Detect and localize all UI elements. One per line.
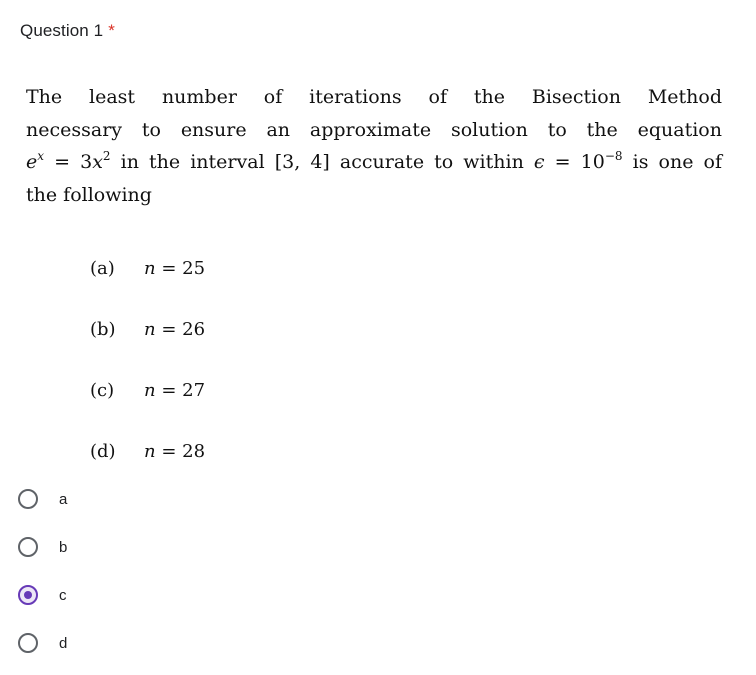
prompt-line-1: The least number of iterations of the Bisection Method xyxy=(26,86,722,108)
choice-number: = 25 xyxy=(155,258,206,279)
radio-button[interactable] xyxy=(18,537,38,557)
equation-tolerance-exponent: −8 xyxy=(604,149,623,163)
radio-button[interactable] xyxy=(18,633,38,653)
choice-number: = 28 xyxy=(155,441,206,462)
choice-number: = 26 xyxy=(155,319,206,340)
choice-value xyxy=(144,380,205,401)
choice-value xyxy=(144,441,205,462)
option-label: d xyxy=(59,634,68,652)
prompt-line-2: necessary to ensure an approximate solution to the equation xyxy=(26,118,722,141)
radio-button[interactable] xyxy=(18,489,38,509)
question-title xyxy=(20,21,115,41)
choice-letter: (d) xyxy=(90,441,116,462)
choice-letter: (b) xyxy=(90,319,116,340)
required-marker: * xyxy=(108,21,115,40)
choice-value xyxy=(144,258,205,279)
choice-variable: n xyxy=(144,380,156,401)
option-label: a xyxy=(59,490,68,508)
prompt-line-4: the following xyxy=(26,183,152,206)
equation-lhs-base: e xyxy=(26,151,38,173)
choice-number: = 27 xyxy=(155,380,206,401)
choice-item xyxy=(90,421,205,482)
equation-equals: = 3 xyxy=(44,151,93,173)
choice-variable: n xyxy=(144,258,156,279)
choice-list xyxy=(90,238,205,482)
radio-button-selected[interactable] xyxy=(18,585,38,605)
equation-rhs-var: x xyxy=(92,151,103,173)
equation-epsilon: ϵ xyxy=(533,151,545,173)
question-prompt xyxy=(26,81,722,211)
option-label: c xyxy=(59,586,67,604)
equation-interval-text: in the interval [3, 4] accurate to within xyxy=(110,151,534,173)
option-label: b xyxy=(59,538,68,556)
equation-lhs-exponent: x xyxy=(37,149,45,163)
choice-variable: n xyxy=(144,319,156,340)
equation-tolerance: = 10 xyxy=(544,151,605,173)
choice-letter: (c) xyxy=(90,380,115,401)
choice-letter: (a) xyxy=(90,258,115,279)
choice-value xyxy=(144,319,205,340)
equation-rhs-exponent: 2 xyxy=(102,149,111,163)
option-b[interactable] xyxy=(18,523,67,571)
equation-suffix: is one of xyxy=(622,151,722,173)
choice-item xyxy=(90,238,205,299)
question-title-text: Question 1 xyxy=(20,21,104,40)
answer-options xyxy=(18,475,67,667)
option-d[interactable] xyxy=(18,619,67,667)
prompt-equation-line xyxy=(26,146,722,179)
option-a[interactable] xyxy=(18,475,67,523)
choice-variable: n xyxy=(144,441,156,462)
choice-item xyxy=(90,299,205,360)
option-c[interactable] xyxy=(18,571,67,619)
choice-item xyxy=(90,360,205,421)
